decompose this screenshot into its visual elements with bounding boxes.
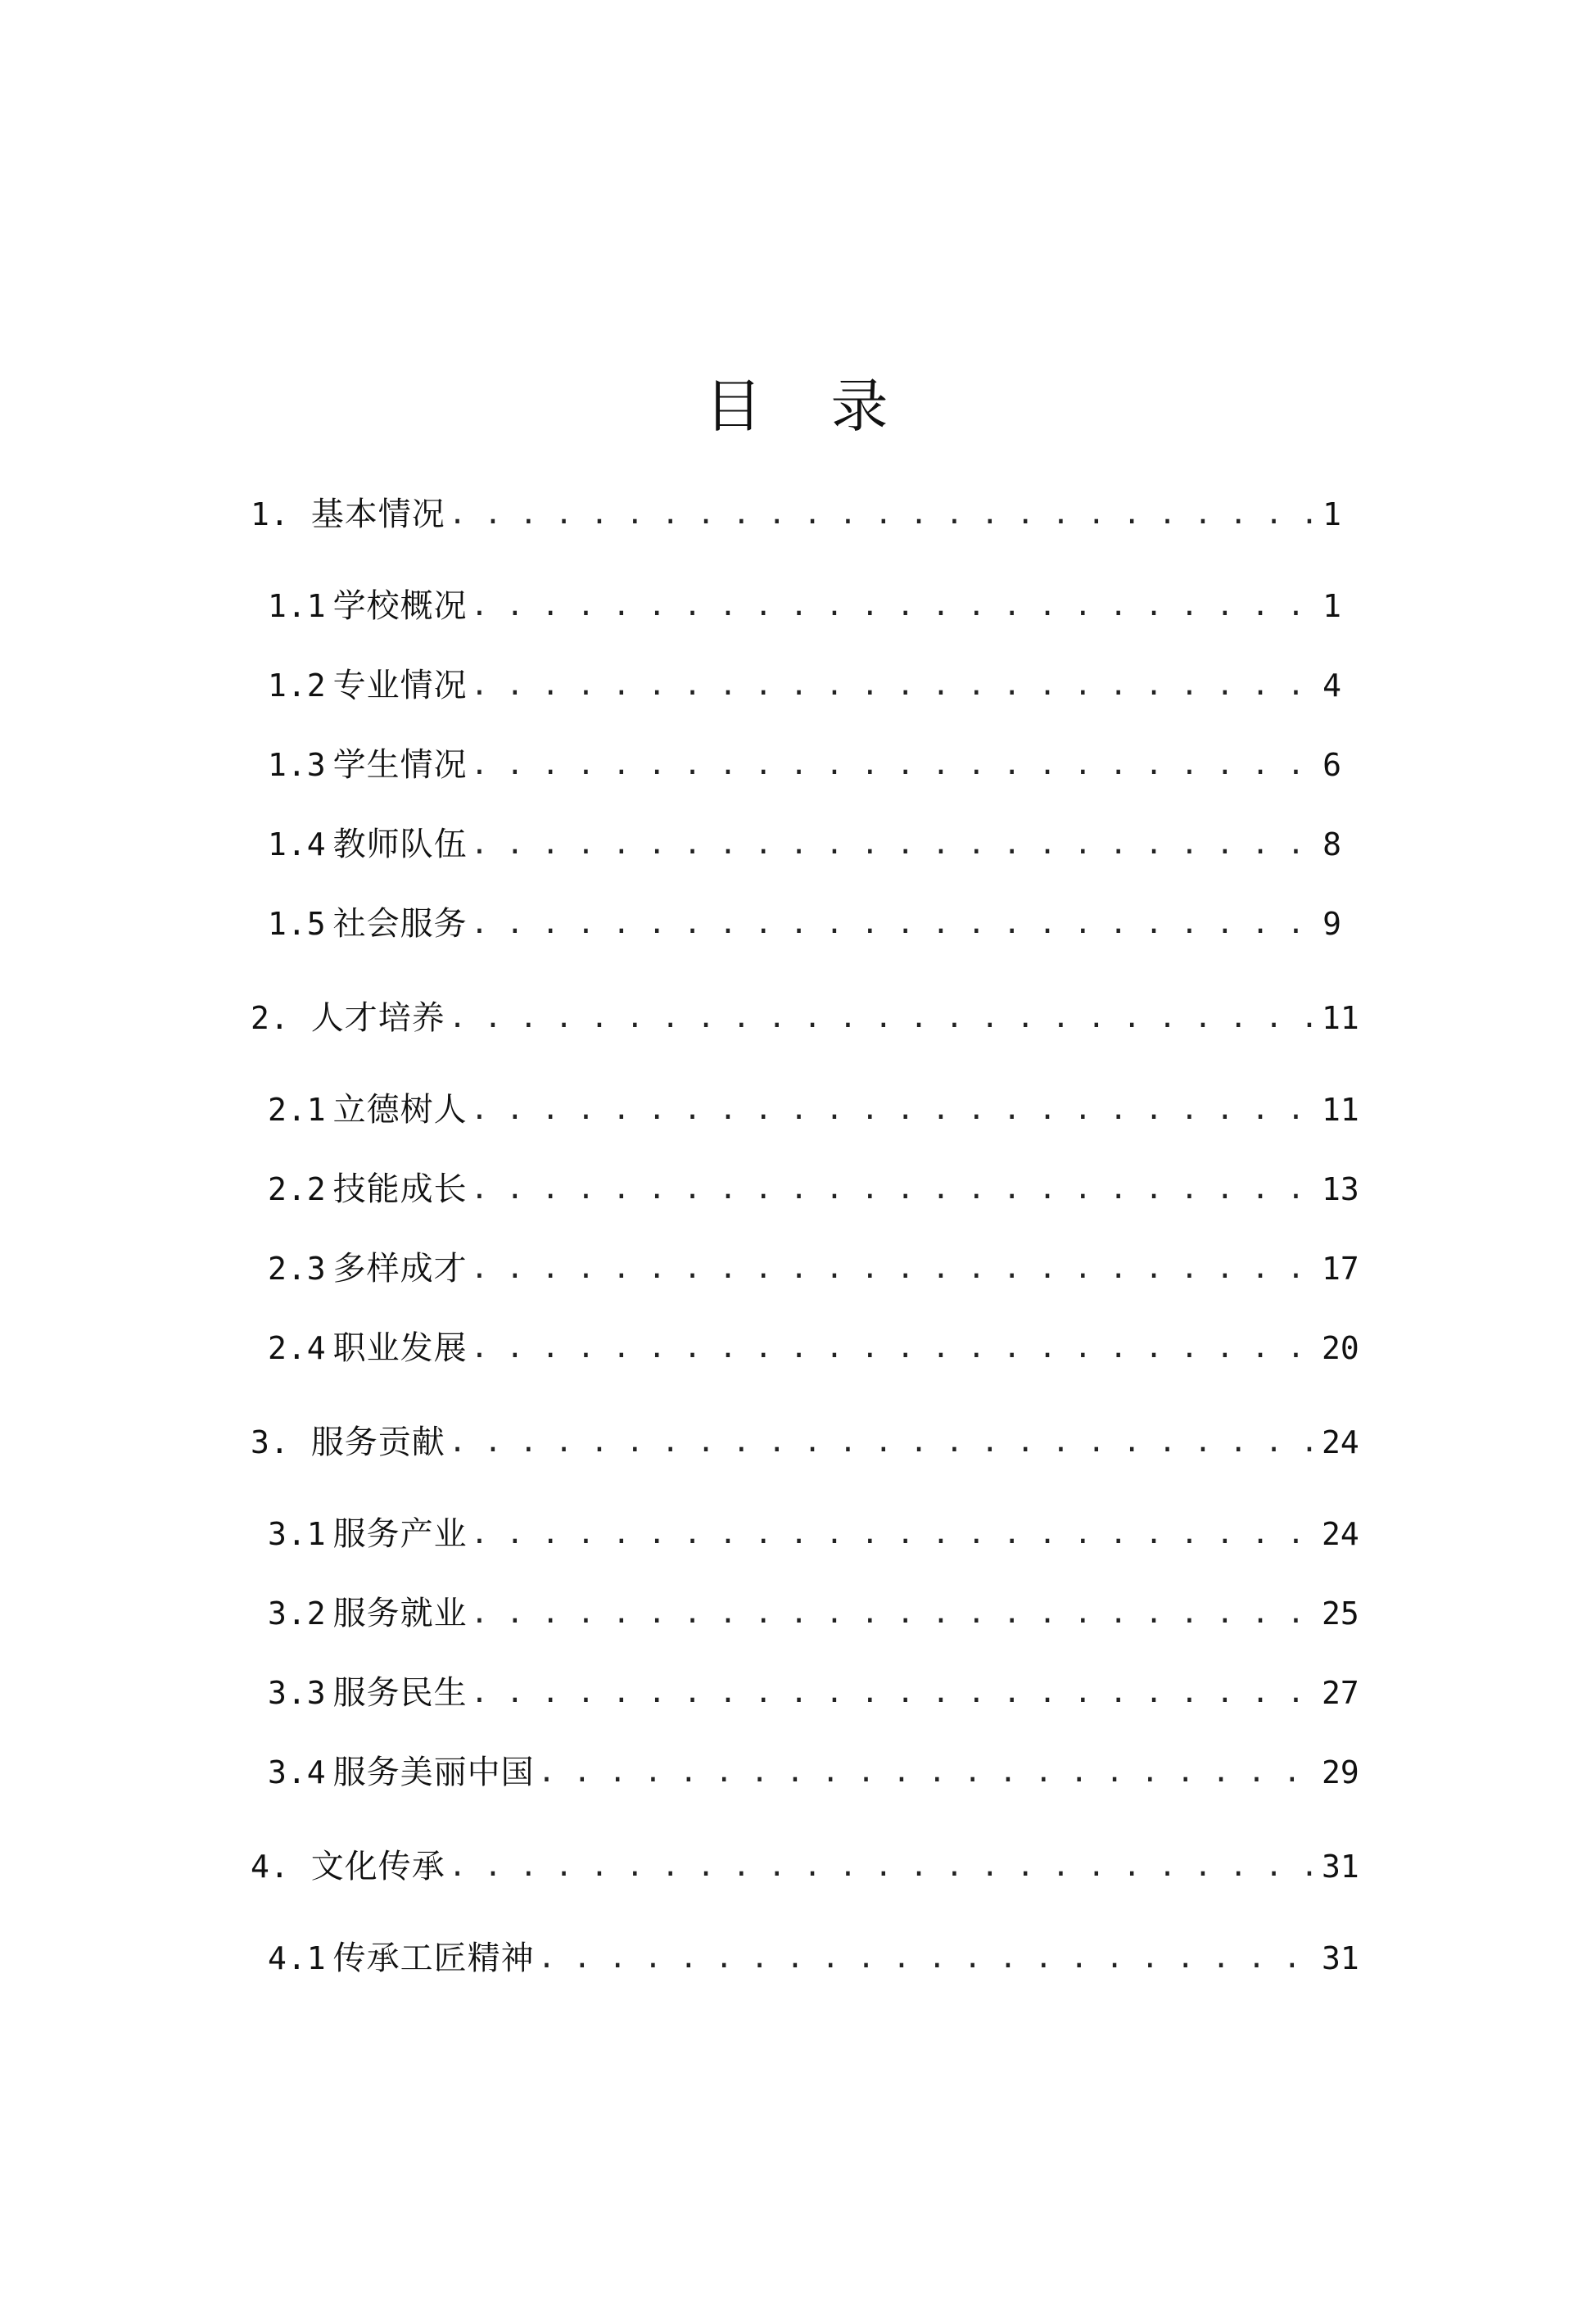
- toc-dot-leader: [471, 899, 1312, 948]
- toc-entry-page: 11: [1322, 1000, 1359, 1036]
- toc-entry-label: 服务产业: [332, 1515, 468, 1553]
- toc-entry-label: 服务就业: [332, 1595, 468, 1632]
- toc-dot-leader: [471, 1589, 1312, 1638]
- toc-dot-leader: [471, 1668, 1312, 1718]
- toc-entry-number: 1.: [251, 496, 290, 532]
- toc-dot-leader: [471, 582, 1312, 631]
- toc-dot-leader: [449, 1418, 1312, 1467]
- toc-entry-page: 31: [1322, 1849, 1359, 1885]
- toc-entry-number: 4.1: [268, 1940, 327, 1976]
- toc-entry-3-2[interactable]: [268, 1589, 1359, 1638]
- toc-entry-label: 社会服务: [332, 905, 468, 943]
- toc-entry-1[interactable]: [251, 490, 1341, 539]
- toc-entry-page: 4: [1322, 668, 1341, 704]
- toc-entry-number: 3.: [251, 1424, 290, 1460]
- toc-entry-2-3[interactable]: [268, 1244, 1359, 1293]
- toc-entry-number: 1.4: [268, 826, 327, 862]
- toc-entry-page: 13: [1322, 1171, 1359, 1207]
- toc-entry-3[interactable]: [251, 1418, 1359, 1467]
- toc-entry-label: 专业情况: [332, 667, 468, 704]
- toc-entry-1-4[interactable]: [268, 820, 1341, 869]
- toc-entry-1-1[interactable]: [268, 582, 1341, 631]
- toc-entry-label: 学校概况: [332, 587, 468, 625]
- toc-dot-leader: [471, 740, 1312, 790]
- toc-entry-number: 3.2: [268, 1596, 327, 1632]
- toc-entry-2-4[interactable]: [268, 1324, 1359, 1373]
- toc-entry-number: 2.4: [268, 1330, 327, 1366]
- title-char-2: 录: [830, 373, 892, 440]
- toc-dot-leader: [538, 1748, 1312, 1797]
- toc-entry-page: 9: [1322, 906, 1341, 942]
- toc-entry-page: 24: [1322, 1516, 1359, 1552]
- toc-entry-label: 服务美丽中国: [332, 1754, 535, 1791]
- toc-entry-number: 2.: [251, 1000, 290, 1036]
- toc-dot-leader: [471, 1244, 1312, 1293]
- toc-entry-1-5[interactable]: [268, 899, 1341, 948]
- toc-entry-page: 25: [1322, 1596, 1359, 1632]
- toc-entry-number: 1.2: [268, 668, 327, 704]
- toc-entry-4-1[interactable]: [268, 1934, 1359, 1983]
- toc-entry-number: 2.2: [268, 1171, 327, 1207]
- toc-entry-label: 教师队伍: [332, 826, 468, 863]
- toc-entry-label: 职业发展: [332, 1329, 468, 1367]
- toc-entry-number: 1.1: [268, 588, 327, 624]
- toc-entry-label: 学生情况: [332, 746, 468, 784]
- toc-entry-number: 3.1: [268, 1516, 327, 1552]
- toc-dot-leader: [471, 1510, 1312, 1559]
- toc-entry-4[interactable]: [251, 1842, 1359, 1891]
- toc-entry-number: 3.3: [268, 1675, 327, 1711]
- toc-entry-2[interactable]: [251, 994, 1359, 1043]
- toc-dot-leader: [449, 1842, 1312, 1891]
- toc-entry-page: 1: [1322, 588, 1341, 624]
- toc-entry-page: 27: [1322, 1675, 1359, 1711]
- toc-dot-leader: [471, 1324, 1312, 1373]
- toc-entry-2-1[interactable]: [268, 1085, 1359, 1134]
- title-char-1: 目: [704, 373, 766, 440]
- page-title: [0, 360, 1596, 443]
- toc-dot-leader: [449, 994, 1312, 1043]
- toc-entry-page: 31: [1322, 1940, 1359, 1976]
- toc-entry-label: 多样成才: [332, 1250, 468, 1288]
- toc-dot-leader: [471, 1165, 1312, 1214]
- toc-entry-number: 1.5: [268, 906, 327, 942]
- toc-entry-page: 17: [1322, 1251, 1359, 1287]
- toc-entry-2-2[interactable]: [268, 1165, 1359, 1214]
- toc-dot-leader: [471, 820, 1312, 869]
- toc-entry-page: 11: [1322, 1092, 1359, 1128]
- toc-entry-page: 29: [1322, 1754, 1359, 1790]
- toc-dot-leader: [538, 1934, 1312, 1983]
- toc-dot-leader: [471, 661, 1312, 710]
- toc-dot-leader: [471, 1085, 1312, 1134]
- toc-entry-number: 2.3: [268, 1251, 327, 1287]
- toc-entry-label: 基本情况: [310, 496, 445, 533]
- toc-entry-label: 技能成长: [332, 1170, 468, 1208]
- toc-entry-number: 2.1: [268, 1092, 327, 1128]
- toc-entry-page: 8: [1322, 826, 1341, 862]
- toc-entry-3-1[interactable]: [268, 1510, 1359, 1559]
- toc-entry-label: 人才培养: [310, 999, 445, 1037]
- toc-entry-3-4[interactable]: [268, 1748, 1359, 1797]
- toc-entry-number: 1.3: [268, 747, 327, 783]
- toc-entry-label: 传承工匠精神: [332, 1940, 535, 1977]
- toc-entry-page: 6: [1322, 747, 1341, 783]
- toc-entry-number: 4.: [251, 1849, 290, 1885]
- toc-entry-1-3[interactable]: [268, 740, 1341, 790]
- toc-dot-leader: [449, 490, 1312, 539]
- toc-entry-page: 24: [1322, 1424, 1359, 1460]
- toc-entry-number: 3.4: [268, 1754, 327, 1790]
- toc-entry-label: 服务民生: [332, 1674, 468, 1712]
- toc-entry-label: 服务贡献: [310, 1424, 445, 1461]
- toc-entry-page: 1: [1322, 496, 1341, 532]
- toc-entry-page: 20: [1322, 1330, 1359, 1366]
- toc-entry-3-3[interactable]: [268, 1668, 1359, 1718]
- toc-entry-label: 立德树人: [332, 1091, 468, 1129]
- toc-entry-1-2[interactable]: [268, 661, 1341, 710]
- toc-entry-label: 文化传承: [310, 1848, 445, 1885]
